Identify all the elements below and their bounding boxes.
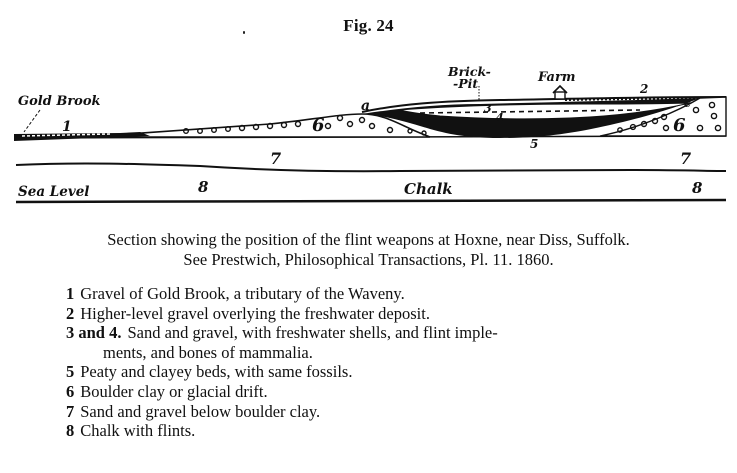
legend-item <box>66 402 498 422</box>
farm-house-icon <box>553 86 567 99</box>
legend-item <box>66 284 498 304</box>
label-gold-brook: Gold Brook <box>18 94 101 109</box>
label-bed-7-right: 7 <box>680 149 692 168</box>
label-bed-8-left: 8 <box>198 178 209 196</box>
label-bed-2: 2 <box>640 82 649 96</box>
label-bed-5: 5 <box>530 137 539 151</box>
gold-brook-leader <box>24 110 40 132</box>
caption-line-2: See Prestwich, Philosophical Transactions, Pl. 11. 1860. <box>183 250 554 269</box>
label-brick-pit-1: Brick- <box>448 64 491 79</box>
label-brick-pit-2: -Pit <box>453 76 479 91</box>
label-bed-3: 3 <box>484 102 492 115</box>
label-point-c: c <box>684 97 691 110</box>
label-bed-4: 4 <box>496 111 504 124</box>
legend-number: 2 <box>66 303 75 323</box>
figure-caption <box>0 230 737 270</box>
label-bed-6-left: 6 <box>312 115 325 136</box>
sea-level-line <box>16 200 726 202</box>
label-farm: Farm <box>538 70 576 85</box>
legend-text: Chalk with flints. <box>80 421 196 441</box>
legend <box>66 284 498 441</box>
legend-text: Boulder clay or glacial drift. <box>80 381 268 401</box>
label-bed-7-left: 7 <box>270 149 282 168</box>
legend-item <box>66 304 498 324</box>
legend-text: Peaty and clayey beds, with same fossils. <box>80 362 353 382</box>
label-sea-level: Sea Level <box>18 184 90 200</box>
legend-text: Higher-level gravel overlying the freshwater deposit. <box>80 303 430 323</box>
legend-text: Gravel of Gold Brook, a tributary of the Waveny. <box>80 284 405 303</box>
label-chalk: Chalk <box>404 180 453 198</box>
legend-number: 3 and 4. <box>66 323 122 343</box>
legend-item-continuation: ments, and bones of mammalia. <box>103 342 313 362</box>
caption-line-1: Section showing the position of the flint weapons at Hoxne, near Diss, Suffolk. <box>107 230 630 249</box>
geological-section-diagram <box>0 0 737 215</box>
boulder-clay-left <box>100 114 430 137</box>
legend-item <box>66 421 498 441</box>
label-bed-1: 1 <box>62 119 72 135</box>
bed-1-gravel <box>14 132 150 141</box>
legend-number: 8 <box>66 421 75 441</box>
label-point-a: a <box>361 98 371 114</box>
legend-text: Sand and gravel, with freshwater shells, and flint imple- <box>127 323 498 343</box>
legend-text: Sand and gravel below boulder clay. <box>80 401 321 421</box>
label-bed-8-right: 8 <box>692 179 703 197</box>
legend-item <box>66 323 498 343</box>
figure-title: Fig. 24 <box>343 16 394 35</box>
boundary-7-8 <box>16 163 726 171</box>
legend-number: 7 <box>66 401 75 421</box>
legend-number: 5 <box>66 362 75 382</box>
legend-number: 6 <box>66 381 75 401</box>
legend-number: 1 <box>66 284 75 303</box>
legend-item <box>66 362 498 382</box>
label-bed-6-right: 6 <box>673 115 686 136</box>
legend-item <box>66 382 498 402</box>
